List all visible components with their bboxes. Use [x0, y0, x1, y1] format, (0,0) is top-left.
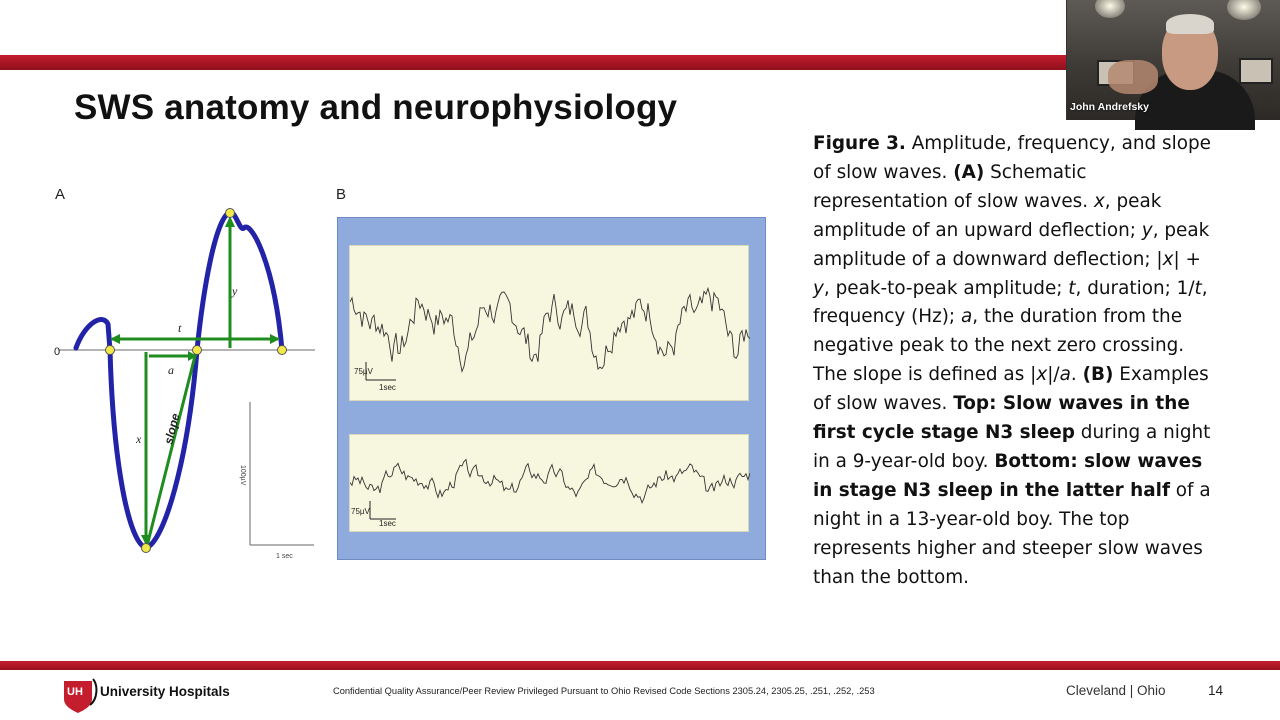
caption-var-x: x: [1093, 190, 1105, 212]
logo-lettering: UH: [67, 686, 83, 698]
eeg-trace-bottom: [349, 434, 749, 532]
caption-text: .: [1070, 364, 1083, 386]
x-label: x: [136, 432, 142, 446]
scale-voltage-label: 100µV: [239, 465, 246, 486]
footer-city: Cleveland | Ohio: [1066, 683, 1166, 698]
bottom-amplitude-scale: 75µV: [351, 507, 370, 516]
slow-wave-schematic: [50, 200, 330, 570]
panel-b-label: B: [336, 186, 347, 203]
footer-accent-bar: [0, 661, 1280, 670]
panel-a-label: A: [55, 186, 66, 203]
negative-peak-marker: [142, 544, 151, 553]
top-time-scale: 1sec: [379, 383, 396, 392]
caption-var-t: t: [1068, 277, 1076, 299]
caption-text: , peak amplitude of an upward deflection;: [813, 190, 1162, 241]
eeg-trace-bottom-svg: [350, 435, 750, 533]
caption-var-y: y: [813, 277, 824, 299]
eeg-trace-top: [349, 245, 749, 401]
participant-hand: [1108, 60, 1158, 94]
wall-picture: [1239, 58, 1273, 84]
eeg-waveform-bottom: [350, 460, 750, 503]
zero-crossing-marker: [278, 346, 287, 355]
participant-name-label: John Andrefsky: [1070, 101, 1149, 113]
caption-figure-label: Figure 3.: [813, 133, 906, 154]
a-label: a: [168, 363, 174, 377]
caption-var-a: a: [1059, 364, 1071, 386]
caption-text: | +: [1173, 248, 1201, 270]
slope-line: [147, 352, 196, 546]
eeg-waveform-top: [350, 288, 750, 371]
caption-text: , frequency (Hz);: [813, 277, 1208, 328]
caption-text: , peak amplitude of a downward deflection; |: [813, 219, 1210, 270]
caption-top-description: Top: Slow waves in the first cycle stage N3 sleep: [813, 393, 1190, 444]
university-hospitals-logo-icon: [62, 677, 98, 713]
caption-panel-a-ref: (A): [953, 161, 985, 183]
page-number: 14: [1208, 683, 1224, 698]
caption-text: Amplitude, frequency, and slope of slow waves.: [813, 133, 1211, 183]
caption-bottom-description: Bottom: slow waves in stage N3 sleep in the latter half: [813, 450, 1203, 501]
eeg-trace-top-svg: [350, 246, 750, 402]
eeg-examples-frame: [337, 217, 766, 560]
zero-label: 0: [54, 346, 61, 358]
caption-var-t: t: [1194, 277, 1202, 299]
ceiling-light: [1227, 0, 1261, 20]
caption-text: of a night in a 13-year-old boy. The top represents higher and steeper slow waves than the bottom.: [813, 479, 1211, 588]
caption-var-x: x: [1036, 364, 1048, 386]
y-label: y: [232, 284, 238, 298]
participant-hair: [1166, 14, 1214, 34]
top-amplitude-scale: 75µV: [354, 367, 373, 376]
caption-text: , the duration from the negative peak to the next zero crossing. The slope is defined as |: [813, 306, 1185, 386]
caption-var-y: y: [1141, 219, 1153, 241]
caption-text: during a night in a 9-year-old boy.: [813, 422, 1211, 472]
caption-text: |/: [1047, 364, 1060, 386]
slow-wave-curve: [76, 212, 282, 548]
caption-text: Schematic representation of slow waves.: [813, 161, 1094, 212]
caption-panel-b-ref: (B): [1082, 364, 1114, 386]
caption-text: Examples of slow waves.: [813, 364, 1209, 415]
bottom-time-scale: 1sec: [379, 519, 396, 528]
slide-title: SWS anatomy and neurophysiology: [74, 88, 678, 127]
footer-brand-name: University Hospitals: [100, 684, 230, 699]
zero-crossing-marker: [106, 346, 115, 355]
footer-confidential-note: Confidential Quality Assurance/Peer Review Privileged Pursuant to Ohio Revised Code Sections 2305.24, 2305.25, .251, .252, .253: [333, 686, 875, 696]
schematic-svg: [50, 200, 330, 570]
ceiling-light: [1095, 0, 1125, 18]
slope-label: slope: [161, 411, 183, 446]
t-label: t: [178, 321, 182, 335]
scale-time-label: 1 sec: [276, 553, 293, 560]
figure-caption: [813, 130, 1213, 593]
zero-crossing-marker: [193, 346, 202, 355]
caption-text: , duration; 1/: [1075, 277, 1195, 299]
caption-var-x: x: [1162, 248, 1174, 270]
positive-peak-marker: [226, 209, 235, 218]
caption-text: , peak-to-peak amplitude;: [823, 277, 1069, 299]
caption-var-a: a: [960, 306, 973, 328]
